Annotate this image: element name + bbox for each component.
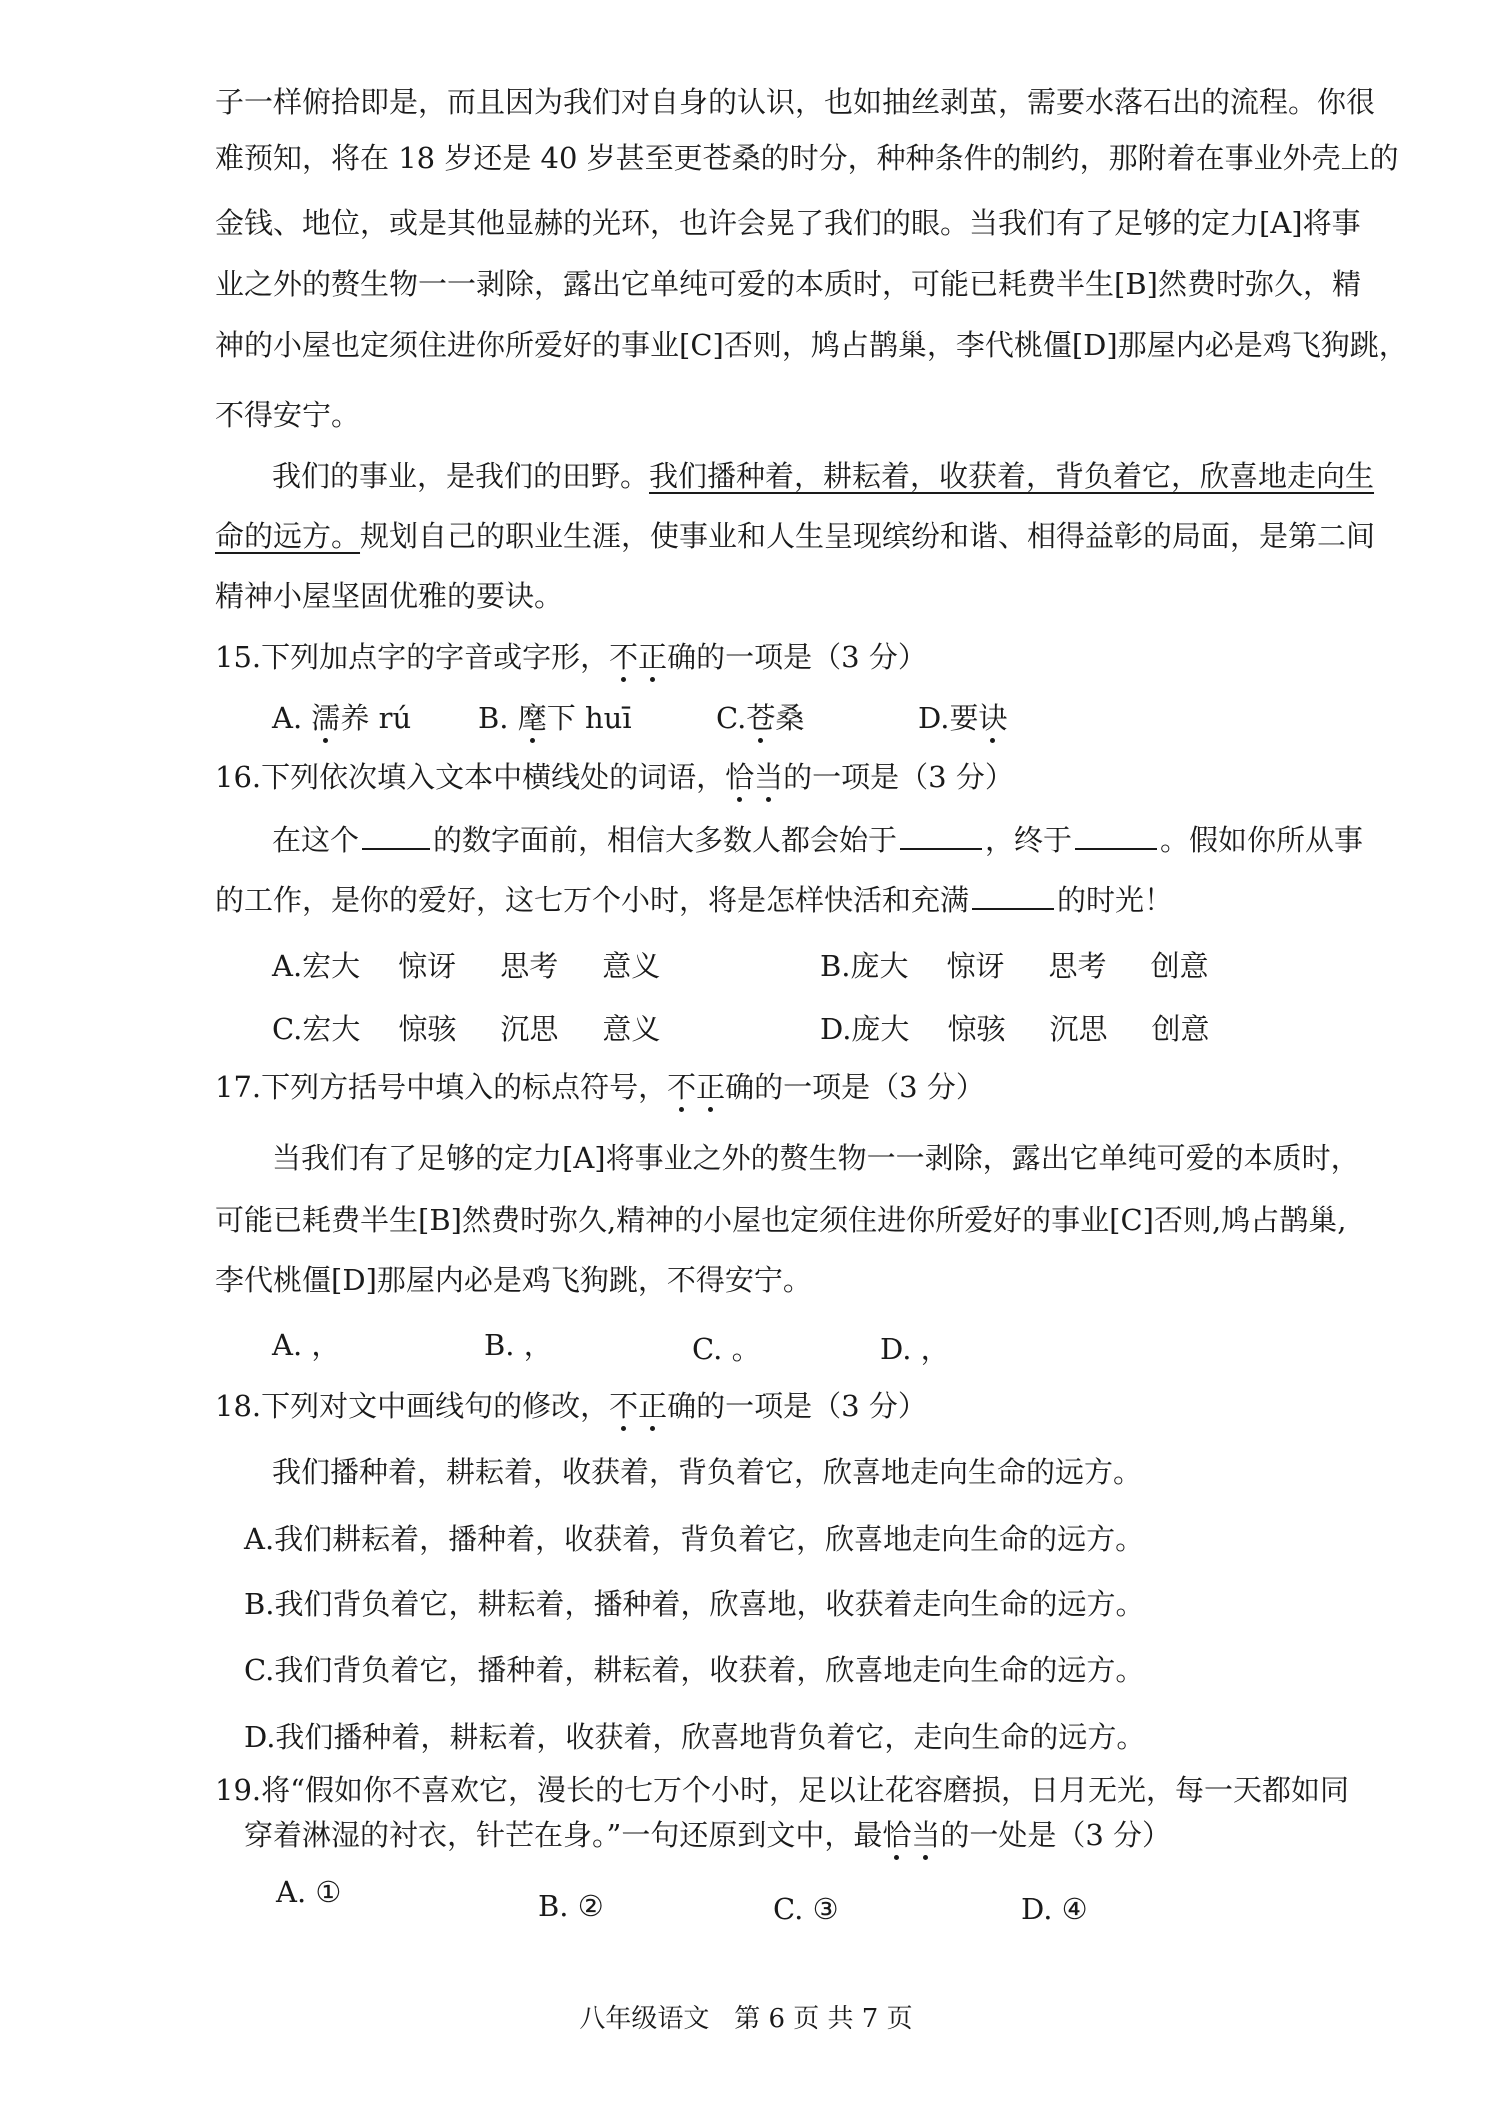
emphasis-dot-char: 当 — [754, 760, 784, 794]
underlined-sentence: 命的远方。 — [215, 519, 361, 553]
passage-line: 不得安宁。 — [215, 398, 361, 432]
underlined-sentence: 我们播种着，耕耘着，收获着，背负着它，欣喜地走向生 — [649, 459, 1375, 493]
question-17-option-d: D. ， — [880, 1332, 950, 1366]
emphasis-dot-char: 恰 — [882, 1818, 912, 1852]
question-18-sentence: 我们播种着，耕耘着，收获着，背负着它，欣喜地走向生命的远方。 — [272, 1455, 1143, 1489]
emphasis-dot-char: 不 — [609, 640, 639, 674]
question-17-text: 可能已耗费半生[B]然费时弥久,精神的小屋也定须住进你所爱好的事业[C]否则,鸠占鹊巢, — [215, 1203, 1347, 1237]
question-17-text: 当我们有了足够的定力[A]将事业之外的赘生物一一剥除，露出它单纯可爱的本质时， — [272, 1141, 1360, 1175]
question-15-stem: 15.下列加点字的字音或字形，不正确的一项是（3 分） — [215, 640, 927, 674]
question-19-option-c: C. ③ — [773, 1892, 839, 1926]
question-16-option-c: C.宏大 惊骇 沉思 意义 — [272, 1012, 661, 1046]
question-19-stem: 穿着淋湿的衬衣，针芒在身。”一句还原到文中，最恰当的一处是（3 分） — [244, 1818, 1172, 1852]
passage-line: 子一样俯拾即是，而且因为我们对自身的认识，也如抽丝剥茧，需要水落石出的流程。你很 — [215, 85, 1376, 119]
passage-line: 神的小屋也定须住进你所爱好的事业[C]否则，鸠占鹊巢，李代桃僵[D]那屋内必是鸡飞狗跳， — [215, 328, 1408, 362]
question-19-option-a: A. ① — [276, 1875, 342, 1909]
question-17-stem: 17.下列方括号中填入的标点符号，不正确的一项是（3 分） — [215, 1070, 985, 1104]
question-15-option-c: C.苍桑 — [716, 701, 805, 735]
passage-text: 我们的事业，是我们的田野。 — [272, 459, 650, 493]
emphasis-dot-char: 当 — [911, 1818, 941, 1852]
question-19-option-d: D. ④ — [1021, 1892, 1088, 1926]
question-19-stem: 19.将“假如你不喜欢它，漫长的七万个小时，足以让花容磨损，日月无光，每一天都如同 — [215, 1773, 1349, 1807]
emphasis-dot-char: 濡 — [311, 701, 341, 735]
question-17-option-b: B. ， — [484, 1328, 553, 1362]
question-16-text: 的工作，是你的爱好，这七万个小时，将是怎样快活和充满 的时光！ — [215, 883, 1174, 917]
emphasis-dot-char: 正 — [638, 1389, 668, 1423]
fill-blank — [1075, 822, 1157, 850]
passage-line — [272, 456, 1374, 496]
footer-page-info: 第 6 页 共 7 页 — [734, 2004, 913, 2034]
question-16-option-d: D.庞大 惊骇 沉思 创意 — [820, 1012, 1210, 1046]
page-footer — [0, 1998, 1492, 2035]
question-17-option-a: A. ， — [272, 1328, 341, 1362]
question-17-text: 李代桃僵[D]那屋内必是鸡飞狗跳，不得安宁。 — [215, 1263, 812, 1297]
question-15-option-a: A. 濡养 rú — [272, 701, 412, 735]
question-18-option-d: D.我们播种着，耕耘着，收获着，欣喜地背负着它，走向生命的远方。 — [244, 1720, 1146, 1754]
passage-line: 金钱、地位，或是其他显赫的光环，也许会晃了我们的眼。当我们有了足够的定力[A]将事 — [215, 206, 1361, 240]
footer-subject: 八年级语文 — [579, 2004, 710, 2034]
passage-line — [215, 516, 1375, 556]
question-15-option-d: D.要诀 — [918, 701, 1008, 735]
fill-blank — [900, 822, 982, 850]
emphasis-dot-char: 麾 — [517, 701, 547, 735]
passage-line: 业之外的赘生物一一剥除，露出它单纯可爱的本质时，可能已耗费半生[B]然费时弥久，精 — [215, 267, 1361, 301]
passage-line: 精神小屋坚固优雅的要诀。 — [215, 579, 564, 613]
question-16-option-a: A.宏大 惊讶 思考 意义 — [272, 949, 661, 983]
question-18-option-c: C.我们背负着它，播种着，耕耘着，收获着，欣喜地走向生命的远方。 — [244, 1653, 1145, 1687]
question-16-stem: 16.下列依次填入文本中横线处的词语，恰当的一项是（3 分） — [215, 760, 1014, 794]
question-18-option-b: B.我们背负着它，耕耘着，播种着，欣喜地，收获着走向生命的远方。 — [244, 1587, 1145, 1621]
question-15-option-b: B. 麾下 huī — [478, 701, 632, 735]
emphasis-dot-char: 不 — [667, 1070, 697, 1104]
question-16-option-b: B.庞大 惊讶 思考 创意 — [820, 949, 1209, 983]
fill-blank — [972, 882, 1054, 910]
passage-line: 难预知，将在 18 岁还是 40 岁甚至更苍桑的时分，种种条件的制约，那附着在事业外壳上的 — [215, 141, 1399, 175]
emphasis-dot-char: 恰 — [725, 760, 755, 794]
question-19-option-b: B. ② — [538, 1889, 604, 1923]
fill-blank — [362, 822, 430, 850]
question-16-text: 在这个 的数字面前，相信大多数人都会始于 ，终于 。假如你所从事 — [272, 823, 1364, 857]
passage-text: 规划自己的职业生涯，使事业和人生呈现缤纷和谐、相得益彰的局面，是第二间 — [360, 519, 1376, 553]
question-17-option-c: C. 。 — [692, 1332, 761, 1366]
emphasis-dot-char: 不 — [609, 1389, 639, 1423]
emphasis-dot-char: 诀 — [978, 701, 1008, 735]
emphasis-dot-char: 苍 — [746, 701, 776, 735]
question-18-stem: 18.下列对文中画线句的修改，不正确的一项是（3 分） — [215, 1389, 927, 1423]
question-18-option-a: A.我们耕耘着，播种着，收获着，背负着它，欣喜地走向生命的远方。 — [244, 1522, 1145, 1556]
emphasis-dot-char: 正 — [696, 1070, 726, 1104]
emphasis-dot-char: 正 — [638, 640, 668, 674]
